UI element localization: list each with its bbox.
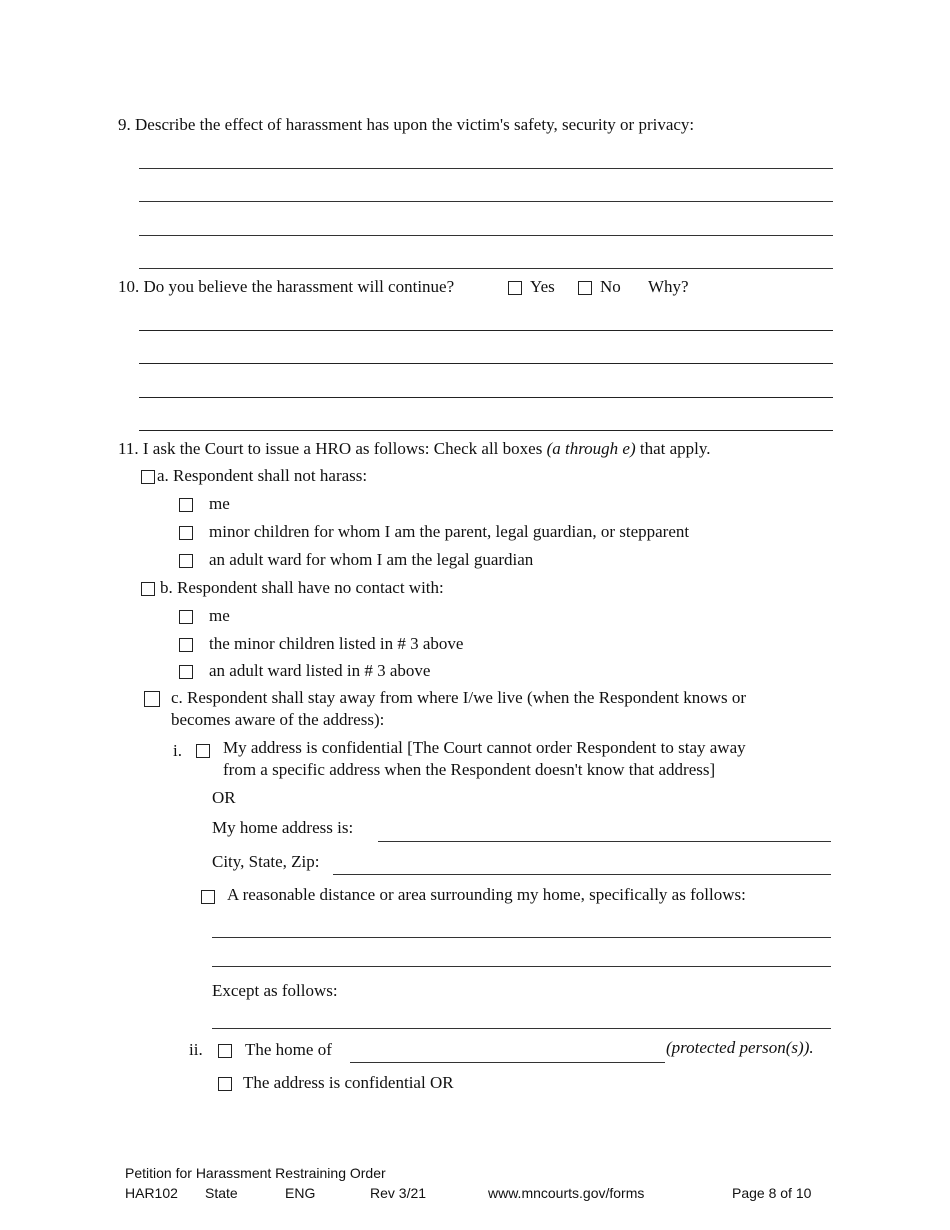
answer-line[interactable] [139,268,833,269]
confidential-line2: from a specific address when the Respondent doesn't know that address] [223,760,716,779]
footer-form-code: HAR102 [125,1185,178,1201]
confidential-line1: My address is confidential [The Court cannot order Respondent to stay away [223,738,746,757]
question-11-italic: (a through e) [546,439,636,458]
city-state-zip-label: City, State, Zip: [212,852,320,871]
footer-revision: Rev 3/21 [370,1185,427,1201]
answer-line[interactable] [139,235,833,236]
protected-persons-label: (protected person(s)). [666,1038,814,1057]
option-c-line1: c. Respondent shall stay away from where I/we live (when the Respondent knows or [171,688,747,707]
home-of-field[interactable] [350,1062,665,1063]
answer-line[interactable] [139,430,833,431]
city-state-zip-field[interactable] [333,874,831,875]
question-10-text: 10. Do you believe the harassment will continue? [118,277,455,296]
reasonable-distance-label: A reasonable distance or area surrounding my home, specifically as follows: [227,885,746,904]
or-label: OR [212,788,236,807]
footer-state: State [205,1185,238,1201]
question-11-text [118,439,711,459]
footer-url: www.mncourts.gov/forms [488,1185,645,1201]
b-me-checkbox[interactable] [179,610,193,624]
no-checkbox[interactable] [578,281,592,295]
except-label: Except as follows: [212,981,338,1000]
answer-line[interactable] [139,201,833,202]
why-label: Why? [648,277,689,296]
option-b-label: b. Respondent shall have no contact with: [160,578,444,597]
confidential-address-checkbox[interactable] [196,744,210,758]
option-c-line2: becomes aware of the address): [171,710,385,729]
b-minor-children-checkbox[interactable] [179,638,193,652]
option-c-checkbox[interactable] [144,691,160,707]
option-b-checkbox[interactable] [141,582,155,596]
answer-line[interactable] [139,397,833,398]
reasonable-distance-line[interactable] [212,966,831,967]
option-a-checkbox[interactable] [141,470,155,484]
sub-i-marker: i. [173,741,182,760]
a-minor-children-label: minor children for whom I am the parent, legal guardian, or stepparent [209,522,690,541]
home-address-label: My home address is: [212,818,354,837]
a-me-checkbox[interactable] [179,498,193,512]
footer-language: ENG [285,1185,316,1201]
home-of-checkbox[interactable] [218,1044,232,1058]
address-confidential-checkbox[interactable] [218,1077,232,1091]
a-adult-ward-checkbox[interactable] [179,554,193,568]
yes-checkbox[interactable] [508,281,522,295]
a-minor-children-checkbox[interactable] [179,526,193,540]
except-line[interactable] [212,1028,831,1029]
option-a-label: a. Respondent shall not harass: [157,466,368,485]
sub-ii-marker: ii. [189,1040,203,1059]
yes-label: Yes [530,277,555,296]
a-me-label: me [209,494,230,513]
reasonable-distance-checkbox[interactable] [201,890,215,904]
answer-line[interactable] [139,363,833,364]
footer-title: Petition for Harassment Restraining Order [125,1165,386,1181]
answer-line[interactable] [139,168,833,169]
address-confidential-label: The address is confidential OR [243,1073,454,1092]
no-label: No [600,277,621,296]
b-adult-ward-label: an adult ward listed in # 3 above [209,661,431,680]
reasonable-distance-line[interactable] [212,937,831,938]
b-minor-children-label: the minor children listed in # 3 above [209,634,464,653]
question-11-lead: 11. I ask the Court to issue a HRO as follows: Check all boxes [118,439,543,458]
home-address-field[interactable] [378,841,831,842]
answer-line[interactable] [139,330,833,331]
home-of-label: The home of [245,1040,332,1059]
question-11-end: that apply. [639,439,711,458]
b-me-label: me [209,606,230,625]
a-adult-ward-label: an adult ward for whom I am the legal guardian [209,550,534,569]
question-9-text: 9. Describe the effect of harassment has upon the victim's safety, security or privacy: [118,115,695,134]
b-adult-ward-checkbox[interactable] [179,665,193,679]
footer-page-number: Page 8 of 10 [732,1185,812,1201]
